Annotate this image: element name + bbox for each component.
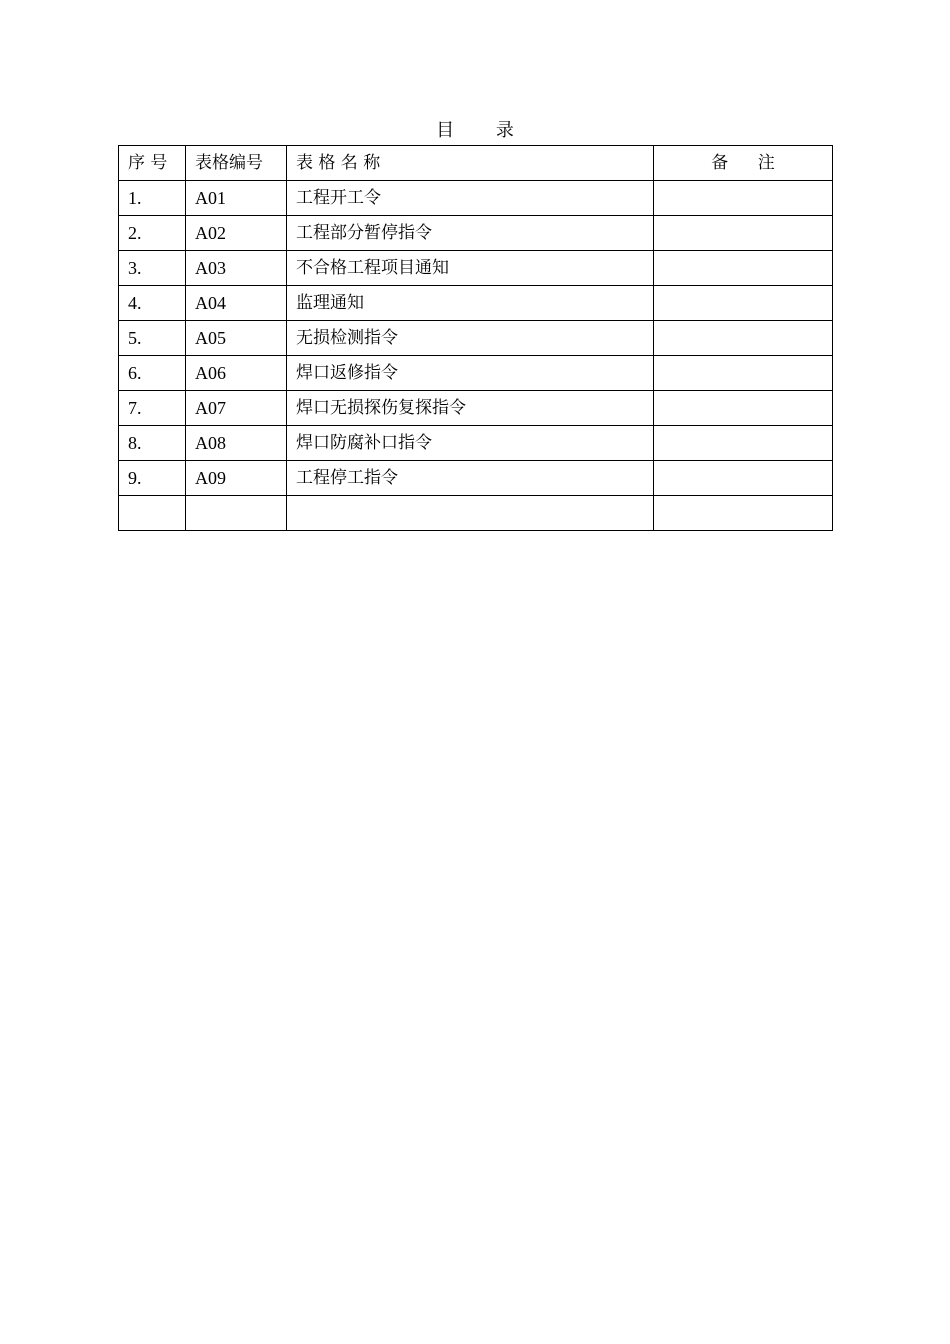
row-name: 工程部分暂停指令 — [287, 216, 654, 251]
header-seq: 序 号 — [119, 146, 186, 181]
row-seq: 7. — [119, 391, 186, 426]
row-code: A08 — [186, 426, 287, 461]
row-note — [654, 391, 833, 426]
row-name — [287, 496, 654, 531]
row-note — [654, 321, 833, 356]
row-code: A07 — [186, 391, 287, 426]
row-name: 无损检测指令 — [287, 321, 654, 356]
row-note — [654, 461, 833, 496]
row-code: A06 — [186, 356, 287, 391]
row-note — [654, 286, 833, 321]
row-name: 不合格工程项目通知 — [287, 251, 654, 286]
table-row — [119, 286, 833, 321]
table-row — [119, 461, 833, 496]
table-row — [119, 181, 833, 216]
row-seq: 4. — [119, 286, 186, 321]
row-name: 焊口防腐补口指令 — [287, 426, 654, 461]
page-title: 目 录 — [436, 120, 532, 141]
row-seq: 9. — [119, 461, 186, 496]
header-code: 表格编号 — [186, 146, 287, 181]
table-header-row — [119, 146, 833, 181]
row-code: A05 — [186, 321, 287, 356]
row-seq: 2. — [119, 216, 186, 251]
row-name: 焊口返修指令 — [287, 356, 654, 391]
row-seq: 1. — [119, 181, 186, 216]
row-note — [654, 426, 833, 461]
row-code — [186, 496, 287, 531]
header-name: 表 格 名 称 — [287, 146, 654, 181]
row-name: 监理通知 — [287, 286, 654, 321]
row-seq: 5. — [119, 321, 186, 356]
row-name: 工程开工令 — [287, 181, 654, 216]
table-row — [119, 426, 833, 461]
row-note — [654, 496, 833, 531]
row-note — [654, 356, 833, 391]
row-name: 焊口无损探伤复探指令 — [287, 391, 654, 426]
row-name: 工程停工指令 — [287, 461, 654, 496]
row-seq: 3. — [119, 251, 186, 286]
row-note — [654, 181, 833, 216]
row-seq: 8. — [119, 426, 186, 461]
row-seq: 6. — [119, 356, 186, 391]
row-seq — [119, 496, 186, 531]
contents-table — [118, 145, 833, 531]
row-code: A02 — [186, 216, 287, 251]
row-code: A01 — [186, 181, 287, 216]
header-note: 备 注 — [654, 146, 833, 181]
table-row — [119, 391, 833, 426]
table-row — [119, 356, 833, 391]
row-code: A03 — [186, 251, 287, 286]
row-note — [654, 216, 833, 251]
table-row — [119, 216, 833, 251]
table-row — [119, 321, 833, 356]
table-row-empty — [119, 496, 833, 531]
table-row — [119, 251, 833, 286]
row-code: A04 — [186, 286, 287, 321]
row-note — [654, 251, 833, 286]
row-code: A09 — [186, 461, 287, 496]
